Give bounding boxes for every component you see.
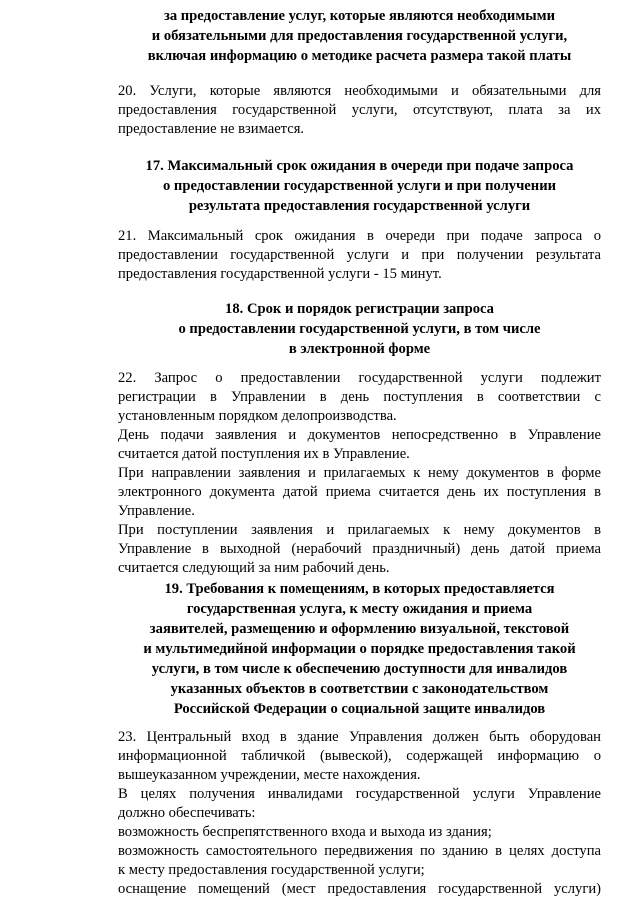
section-heading-16-continued bbox=[118, 6, 601, 66]
heading-line: Российской Федерации о социальной защите инвалидов bbox=[173, 701, 546, 717]
text-line: информационной табличкой (вывеской), содержащей информацию о bbox=[118, 748, 601, 764]
paragraph-21 bbox=[118, 227, 601, 284]
heading-line: 18. Срок и порядок регистрации запроса bbox=[225, 301, 494, 317]
text-line: При направлении заявления и прилагаемых к нему документов в форме bbox=[118, 465, 601, 481]
text-line: считается следующий за ним рабочий день. bbox=[118, 560, 390, 576]
text-line: возможность самостоятельного передвижения по зданию в целях доступа bbox=[118, 843, 601, 859]
heading-line: и обязательными для предоставления государственной услуги, bbox=[151, 28, 568, 44]
text-line: 21. Максимальный срок ожидания в очереди при подаче запроса о bbox=[118, 228, 601, 244]
text-line: 23. Центральный вход в здание Управления должен быть оборудован bbox=[118, 729, 601, 745]
heading-line: о предоставлении государственной услуги, в том числе bbox=[178, 321, 541, 337]
section-heading-18 bbox=[118, 299, 601, 359]
text-line: возможность беспрепятственного входа и выхода из здания; bbox=[118, 824, 492, 840]
text-line: предоставления государственной услуги, отсутствуют, плата за их bbox=[118, 102, 601, 118]
heading-line: в электронной форме bbox=[288, 341, 431, 357]
text-line: 20. Услуги, которые являются необходимыми и обязательными для bbox=[118, 83, 601, 99]
heading-line: 19. Требования к помещениям, в которых предоставляется bbox=[164, 581, 555, 597]
text-line: Управление в выходной (нерабочий праздничный) день датой приема bbox=[118, 541, 601, 557]
text-line: В целях получения инвалидами государственной услуги Управление bbox=[118, 786, 601, 802]
text-line: предоставлении государственной услуги и при получении результата bbox=[118, 247, 601, 263]
text-line: Управление. bbox=[118, 503, 195, 519]
heading-line: заявителей, размещению и оформлению визуальной, текстовой bbox=[149, 621, 570, 637]
text-line: предоставление не взимается. bbox=[118, 121, 305, 137]
heading-line: за предоставление услуг, которые являются необходимыми bbox=[163, 8, 556, 24]
heading-line: указанных объектов в соответствии с законодательством bbox=[170, 681, 549, 697]
text-line: 22. Запрос о предоставлении государственной услуги подлежит bbox=[118, 370, 601, 386]
paragraph-22 bbox=[118, 369, 601, 578]
heading-line: и мультимедийной информации о порядке предоставления такой bbox=[143, 641, 576, 657]
paragraph-23 bbox=[118, 728, 601, 899]
heading-line: результата предоставления государственной услуги bbox=[188, 198, 531, 214]
section-heading-19 bbox=[118, 579, 601, 719]
text-line: электронного документа датой приема считается день их поступления в bbox=[118, 484, 601, 500]
heading-line: включая информацию о методике расчета размера такой платы bbox=[147, 48, 572, 64]
text-line: День подачи заявления и документов непосредственно в Управление bbox=[118, 427, 601, 443]
text-line: вышеуказанном учреждении, месте нахождения. bbox=[118, 767, 421, 783]
heading-line: государственная услуга, к месту ожидания и приема bbox=[186, 601, 533, 617]
heading-line: 17. Максимальный срок ожидания в очереди при подаче запроса bbox=[145, 158, 574, 174]
text-line: оснащение помещений (мест предоставления государственной услуги) bbox=[118, 881, 601, 897]
text-line: установленным порядком делопроизводства. bbox=[118, 408, 397, 424]
text-line: регистрации в Управлении в день поступления в соответствии с bbox=[118, 389, 601, 405]
text-line: При поступлении заявления и прилагаемых к нему документов в bbox=[118, 522, 601, 538]
text-line: считается датой поступления их в Управление. bbox=[118, 446, 410, 462]
text-line: должно обеспечивать: bbox=[118, 805, 256, 821]
heading-line: о предоставлении государственной услуги и при получении bbox=[162, 178, 557, 194]
text-line: к месту предоставления государственной услуги; bbox=[118, 862, 425, 878]
heading-line: услуги, в том числе к обеспечению доступности для инвалидов bbox=[151, 661, 568, 677]
paragraph-20 bbox=[118, 82, 601, 139]
section-heading-17 bbox=[118, 156, 601, 216]
text-line: предоставления государственной услуги - 15 минут. bbox=[118, 266, 442, 282]
